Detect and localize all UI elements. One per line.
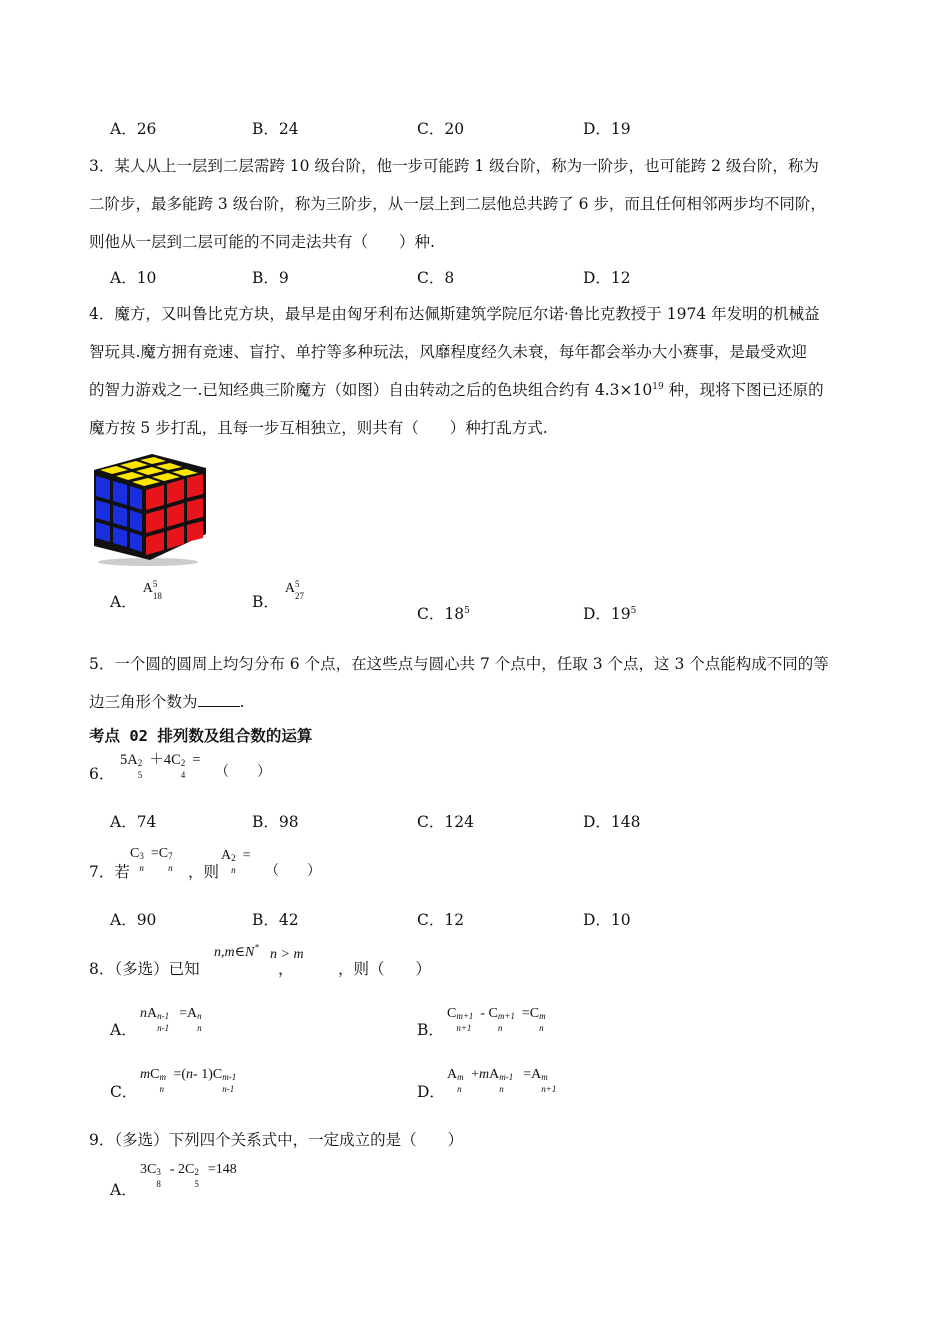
q5-stem-line1: 5．一个圆的圆周上均匀分布 6 个点，在这些点与圆心共 7 个点中，任取 3 个点，这 3 个点能构成不同的等 bbox=[89, 655, 829, 673]
q4-option-c: C．$18^5$ bbox=[417, 605, 470, 623]
q6-option-d: D．148 bbox=[583, 813, 641, 831]
q8-option-a-label: A． bbox=[110, 1021, 137, 1039]
q2-option-c: C．20 bbox=[417, 120, 465, 138]
q7-option-b: B．42 bbox=[252, 911, 299, 929]
q3-stem-line3: 则他从一层到二层可能的不同走法共有（ ）种. bbox=[89, 233, 435, 251]
q3-option-c: C．8 bbox=[417, 269, 455, 287]
q7-paren: （ ） bbox=[265, 863, 321, 879]
q4-option-a: A．A 5 18 bbox=[110, 579, 162, 611]
q7-option-d: D．10 bbox=[583, 911, 631, 929]
q8-stem: 8．（多选）已知 bbox=[89, 960, 200, 978]
q6-number: 6． bbox=[89, 765, 115, 783]
q7-expression: A 2 n = bbox=[221, 848, 251, 875]
section-heading: 考点 02 排列数及组合数的运算 bbox=[89, 727, 313, 745]
q8-option-a-expr: nA n-1 n-1 =A n n bbox=[140, 1006, 202, 1033]
answer-blank bbox=[198, 692, 240, 707]
q2-option-a: A．26 bbox=[110, 120, 157, 138]
q6-expression: 5A 2 5 ＋4C 2 4 = bbox=[120, 752, 201, 780]
q5-stem-line2: 边三角形个数为 . bbox=[89, 693, 245, 711]
q2-option-b: B．24 bbox=[252, 120, 299, 138]
q3-option-d: D．12 bbox=[583, 269, 631, 287]
q6-option-c: C．124 bbox=[417, 813, 474, 831]
q6-paren: （ ） bbox=[215, 764, 271, 780]
q6-option-a: A．74 bbox=[110, 813, 157, 831]
q7-option-c: C．12 bbox=[417, 911, 465, 929]
q7-condition: C 3 n =C 7 n bbox=[130, 846, 173, 873]
q8-condition-1: n,m∈N* bbox=[214, 942, 259, 960]
q8-comma: ， bbox=[278, 960, 294, 978]
q9-stem: 9．（多选）下列四个关系式中，一定成立的是（ ） bbox=[89, 1131, 464, 1149]
q8-condition-2: n > m bbox=[270, 947, 304, 962]
q9-option-a-label: A． bbox=[110, 1181, 137, 1199]
q8-option-d-label: D． bbox=[417, 1083, 445, 1101]
q3-option-a: A．10 bbox=[110, 269, 157, 287]
q8-option-d-expr: A m n +mA m-1 n =A m n+1 bbox=[447, 1067, 557, 1094]
q7-option-a: A．90 bbox=[110, 911, 157, 929]
q8-option-b-expr: C m+1 n+1 - C m+1 n =C m n bbox=[447, 1006, 546, 1033]
q9-option-a-expr: 3C 3 8 - 2C 2 5 =148 bbox=[140, 1162, 237, 1189]
q4-stem-line1: 4．魔方，又叫鲁比克方块，最早是由匈牙利布达佩斯建筑学院厄尔诺·鲁比克教授于 1974 年发明的机械益 bbox=[89, 305, 820, 323]
q8-then: ，则（ ） bbox=[338, 960, 432, 978]
q4-stem-line2: 智玩具.魔方拥有竞速、盲拧、单拧等多种玩法，风靡程度经久未衰，每年都会举办大小赛事，是最受欢迎 bbox=[89, 343, 807, 361]
q8-option-c-expr: mC m n =(n- 1)C m-1 n-1 bbox=[140, 1067, 237, 1094]
q2-option-d: D．19 bbox=[583, 120, 631, 138]
q4-stem-line3: 的智力游戏之一.已知经典三阶魔方（如图）自由转动之后的色块组合约有 $4.3\times 10^{19}$ 种，现将下图已还原的 bbox=[89, 381, 824, 399]
q8-option-c-label: C． bbox=[110, 1083, 138, 1101]
q7-then: ，则 bbox=[188, 863, 220, 881]
q3-stem-line2: 二阶步，最多能跨 3 级台阶，称为三阶步，从一层上到二层他总共跨了 6 步，而且任何相邻两步均不同阶， bbox=[89, 195, 826, 213]
q4-option-d: D．$19^5$ bbox=[583, 605, 637, 623]
q4-option-b: B．A 5 27 bbox=[252, 579, 305, 611]
q4-stem-line4: 魔方按 5 步打乱，且每一步互相独立，则共有（ ）种打乱方式. bbox=[89, 419, 548, 437]
q7-number: 7．若 bbox=[89, 863, 130, 881]
rubiks-cube-image bbox=[86, 450, 210, 566]
q3-stem-line1: 3．某人从上一层到二层需跨 10 级台阶，他一步可能跨 1 级台阶，称为一阶步，也可能跨 2 级台阶，称为 bbox=[89, 157, 819, 175]
q6-option-b: B．98 bbox=[252, 813, 299, 831]
q8-option-b-label: B． bbox=[417, 1021, 444, 1039]
q3-option-b: B．9 bbox=[252, 269, 289, 287]
